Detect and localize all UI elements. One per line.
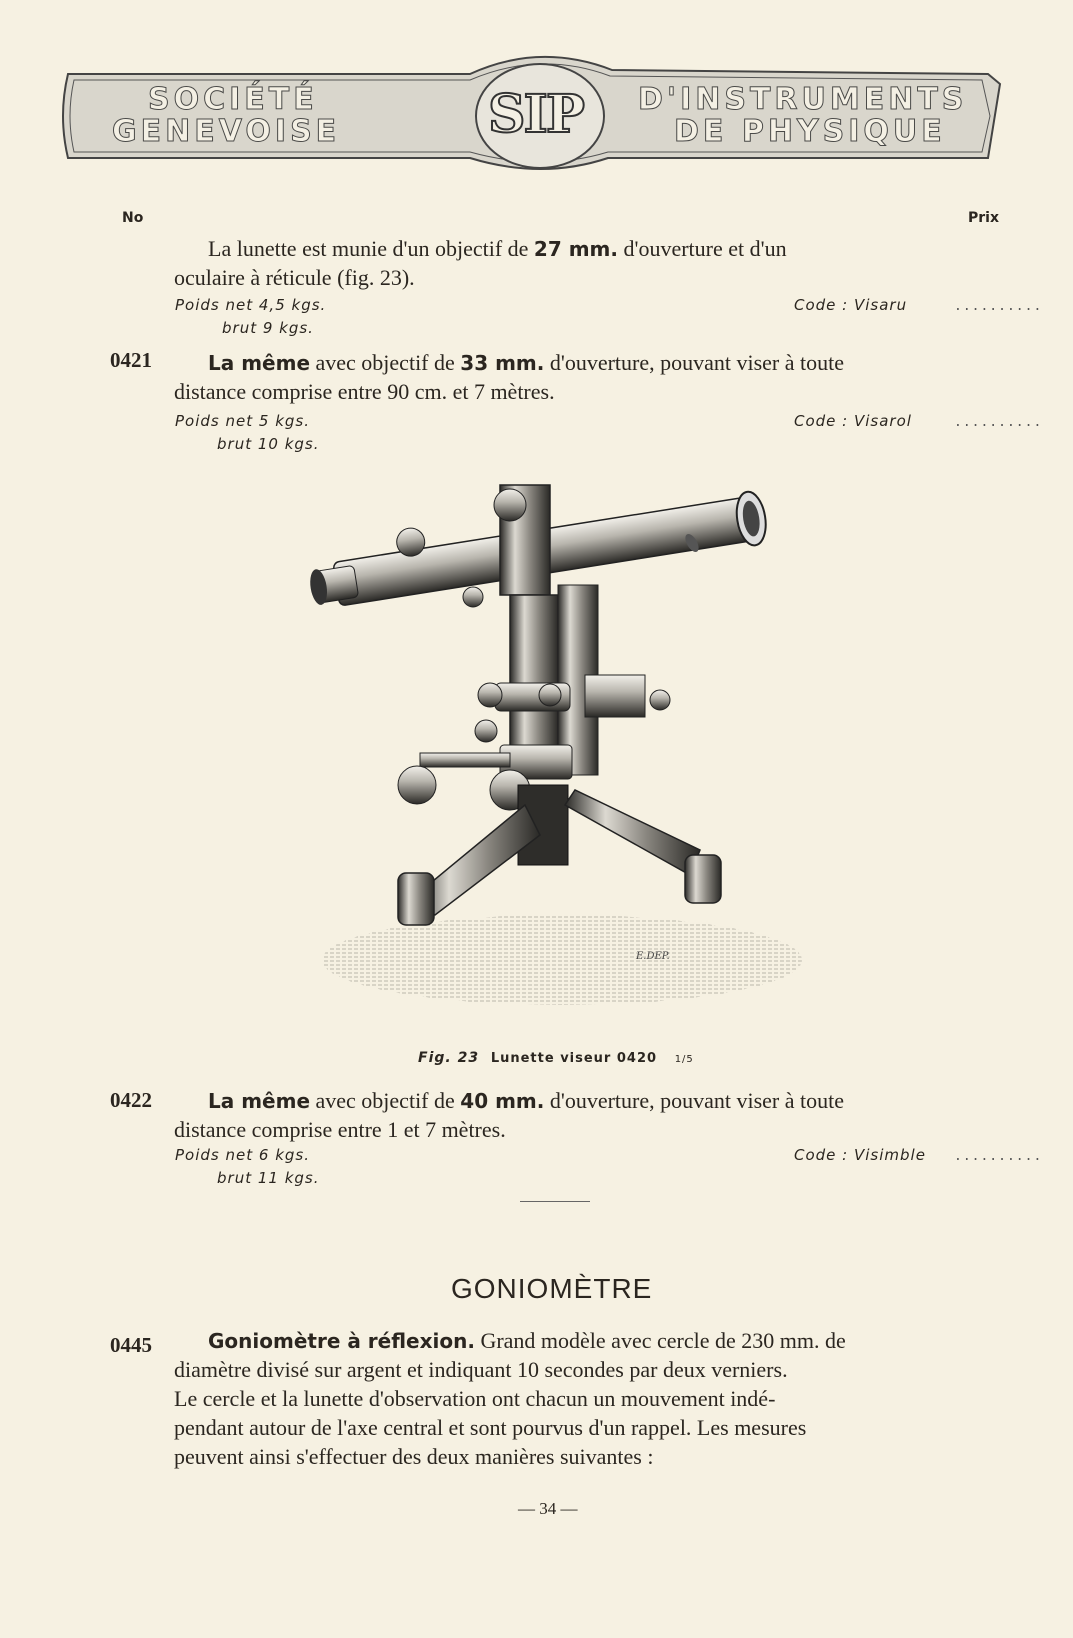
figure-caption-text: Lunette viseur 0420 xyxy=(490,1051,658,1066)
telescope-illustration xyxy=(300,455,820,1045)
item-bold: 33 mm. xyxy=(460,351,545,375)
section-item-number: 0445 xyxy=(110,1333,152,1357)
section-line4: pendant autour de l'axe central et sont pourvus d'un rappel. Les mesures xyxy=(174,1415,807,1440)
section-heading: GONIOMÈTRE xyxy=(451,1273,653,1304)
item-code: Code : Visarol xyxy=(794,412,912,430)
item-bold: 40 mm. xyxy=(460,1089,545,1113)
item-line1 xyxy=(208,348,948,378)
engraver-signature: E.DEP. xyxy=(636,951,670,962)
section-title: Goniomètre à réflexion. xyxy=(208,1329,475,1353)
intro-weight-brut: brut 9 kgs. xyxy=(222,319,314,337)
intro-code: Code : Visaru xyxy=(794,296,908,314)
intro-weight-net: Poids net 4,5 kgs. xyxy=(175,296,327,314)
section-line2: diamètre divisé sur argent et indiquant 10 secondes par deux verniers. xyxy=(174,1357,788,1382)
item-weight-net: Poids net 5 kgs. xyxy=(175,412,310,430)
intro-text-b: d'ouverture et d'un xyxy=(618,236,787,261)
figure-scale: 1/5 xyxy=(674,1054,694,1065)
section-line1 xyxy=(208,1326,948,1356)
item-weight-brut: brut 11 kgs. xyxy=(217,1169,320,1187)
item-weight-brut: brut 10 kgs. xyxy=(217,435,320,453)
item-line1 xyxy=(208,1086,948,1116)
banner-right-line2: DE PHYSIQUE xyxy=(674,114,946,149)
figure-lunette-viseur xyxy=(300,455,820,1045)
section-divider xyxy=(520,1201,590,1202)
page-number: — 34 — xyxy=(518,1499,578,1518)
item-number: 0422 xyxy=(110,1088,152,1112)
figure-label: Fig. 23 xyxy=(418,1050,480,1066)
price-column-label: Prix xyxy=(968,210,999,226)
item-code: Code : Visimble xyxy=(794,1146,926,1164)
intro-text-a: La lunette est munie d'un objectif de xyxy=(208,236,534,261)
item-text-a: avec objectif de xyxy=(310,350,461,375)
section-line-text: Grand modèle avec cercle de 230 mm. de xyxy=(474,1328,846,1353)
banner-left-line1: SOCIÉTÉ xyxy=(148,82,318,117)
item-text-b: d'ouverture, pouvant viser à toute xyxy=(544,1088,845,1113)
figure-caption xyxy=(418,1050,694,1066)
item-weight-net: Poids net 6 kgs. xyxy=(175,1146,310,1164)
item-text-a: avec objectif de xyxy=(310,1088,461,1113)
number-column-label: No xyxy=(122,210,144,226)
item-line2: distance comprise entre 90 cm. et 7 mètres. xyxy=(174,379,555,404)
logo-sip: SIP xyxy=(488,84,583,145)
intro-line2: oculaire à réticule (fig. 23). xyxy=(174,265,415,290)
item-line2: distance comprise entre 1 et 7 mètres. xyxy=(174,1117,506,1142)
item-price-dots: .......... xyxy=(954,415,1043,430)
item-title: La même xyxy=(208,351,311,375)
item-text-b: d'ouverture, pouvant viser à toute xyxy=(544,350,845,375)
banner-right-line1: D'INSTRUMENTS xyxy=(638,82,968,117)
section-line5: peuvent ainsi s'effectuer des deux manières suivantes : xyxy=(174,1444,654,1469)
banner-left-line2: GENEVOISE xyxy=(112,114,341,149)
item-number: 0421 xyxy=(110,348,152,372)
section-line3: Le cercle et la lunette d'observation ont chacun un mouvement indé- xyxy=(174,1386,776,1411)
intro-bold: 27 mm. xyxy=(533,237,618,261)
intro-line1 xyxy=(208,234,938,264)
intro-price-dots: .......... xyxy=(954,299,1043,314)
item-price-dots: .......... xyxy=(954,1149,1043,1164)
header-banner xyxy=(60,40,1040,190)
item-title: La même xyxy=(208,1089,311,1113)
